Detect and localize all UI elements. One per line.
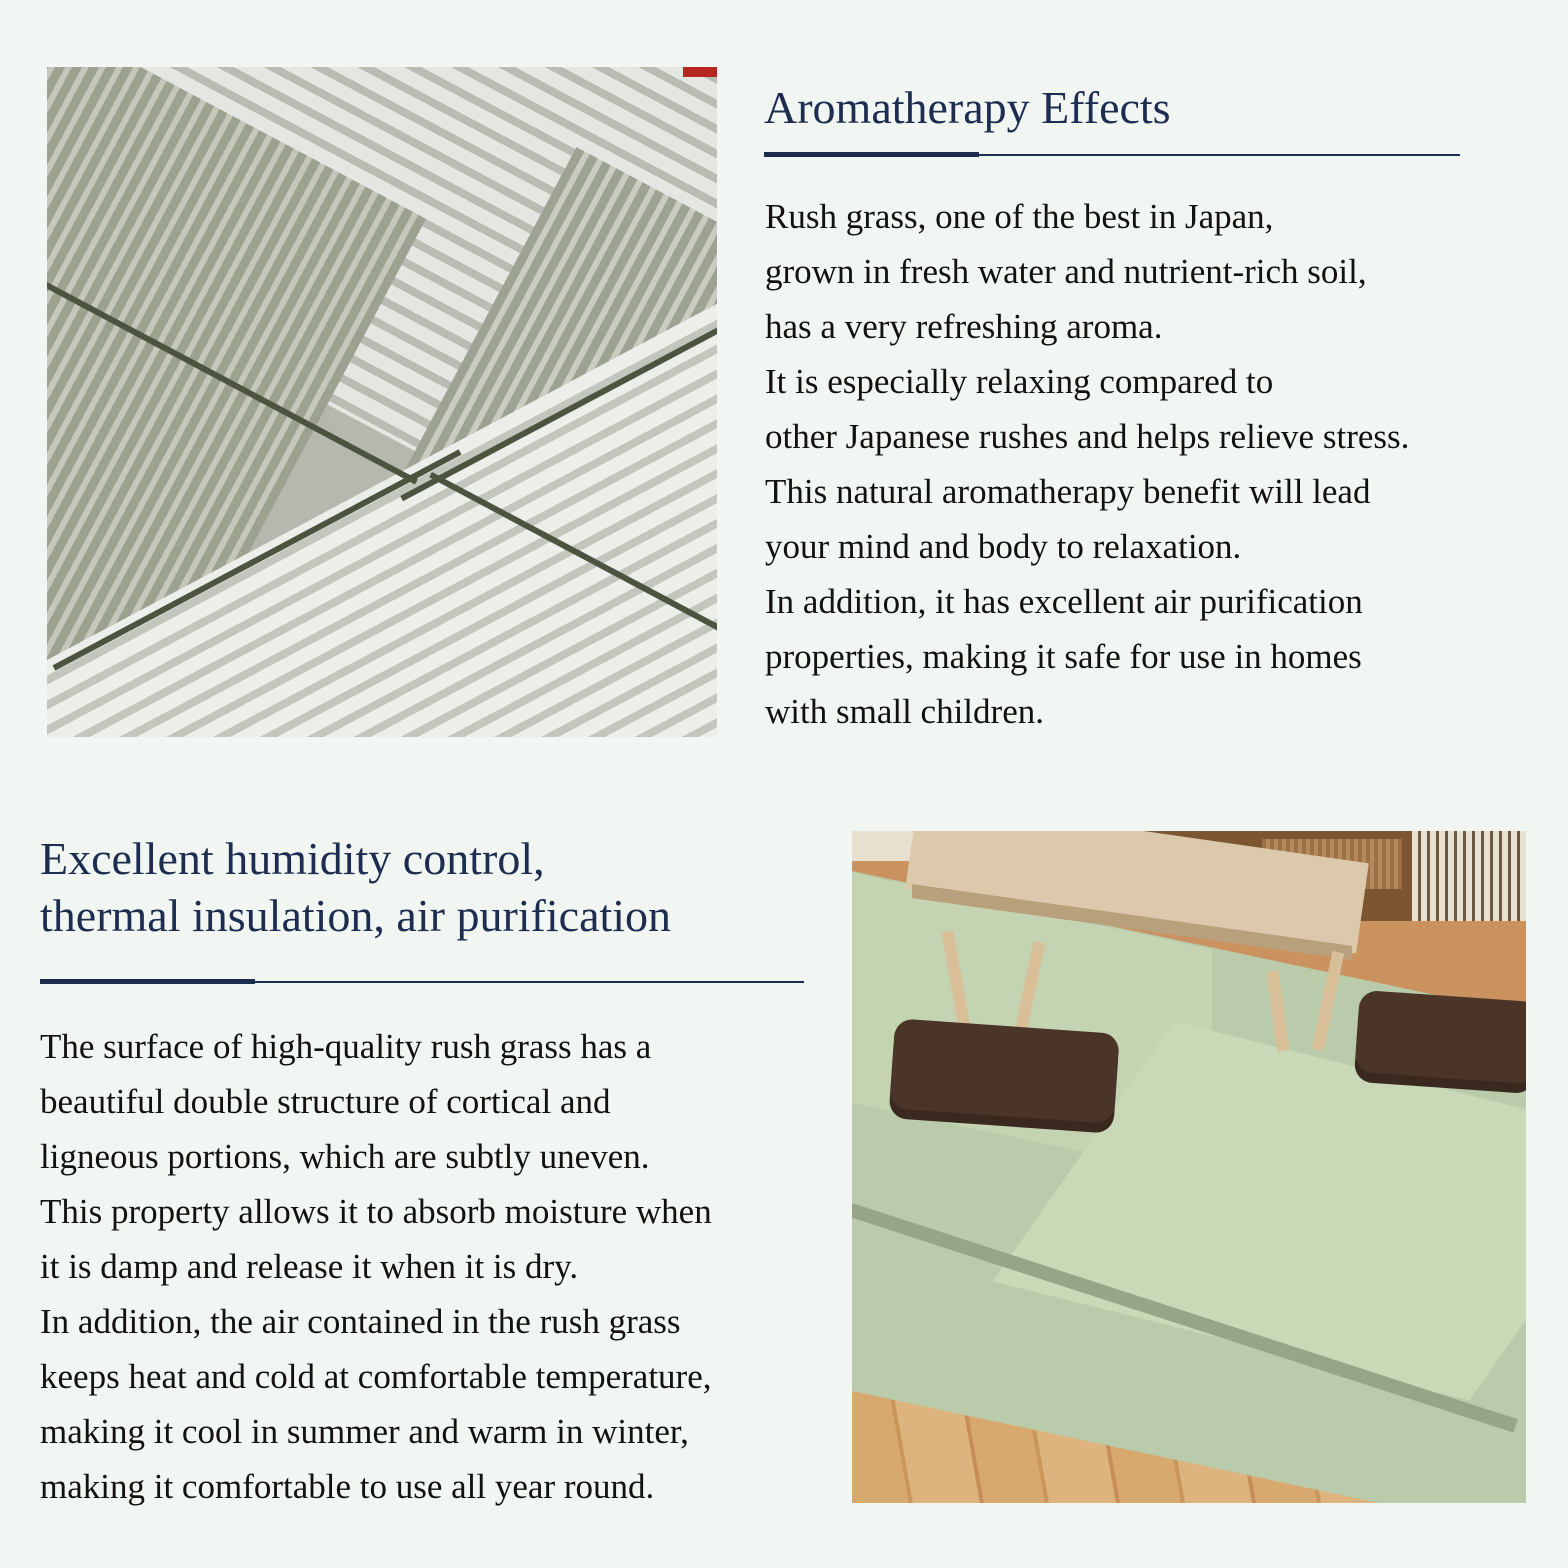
floor-cushion <box>1354 990 1526 1084</box>
section1-line: This natural aromatherapy benefit will lead <box>765 472 1371 511</box>
section2-heading-line: Excellent humidity control, <box>40 833 545 884</box>
section1-line: has a very refreshing aroma. <box>765 307 1163 346</box>
section2-line: making it comfortable to use all year round. <box>40 1467 655 1506</box>
section1-line: Rush grass, one of the best in Japan, <box>765 197 1274 236</box>
section1-divider-accent <box>764 152 979 157</box>
section1-line: properties, making it safe for use in homes <box>765 637 1362 676</box>
section2-line: The surface of high-quality rush grass has a <box>40 1027 652 1066</box>
section2-divider-accent <box>40 979 255 984</box>
tatami-red-edge <box>683 67 717 77</box>
section2-line: ligneous portions, which are subtly uneven. <box>40 1137 650 1176</box>
section2-line: beautiful double structure of cortical and <box>40 1082 611 1121</box>
section2-line: keeps heat and cold at comfortable temperature, <box>40 1357 712 1396</box>
section2-line: This property allows it to absorb moisture when <box>40 1192 712 1231</box>
section2-line: making it cool in summer and warm in winter, <box>40 1412 689 1451</box>
section2-heading <box>40 830 671 944</box>
section1-line: It is especially relaxing compared to <box>765 362 1274 401</box>
section1-line: In addition, it has excellent air purification <box>765 582 1363 621</box>
tatami-closeup-image <box>47 67 717 737</box>
section2-heading-line: thermal insulation, air purification <box>40 890 672 941</box>
section1-line: grown in fresh water and nutrient-rich soil, <box>765 252 1367 291</box>
section1-line: other Japanese rushes and helps relieve stress. <box>765 417 1410 456</box>
section2-line: In addition, the air contained in the rush grass <box>40 1302 681 1341</box>
shelf-books <box>1412 831 1526 921</box>
section1-body <box>765 189 1409 739</box>
section2-body <box>40 1019 712 1514</box>
section1-heading: Aromatherapy Effects <box>764 82 1171 133</box>
floor-cushion <box>889 1018 1120 1123</box>
section2-line: it is damp and release it when it is dry. <box>40 1247 579 1286</box>
section1-line: your mind and body to relaxation. <box>765 527 1242 566</box>
section1-line: with small children. <box>765 692 1044 731</box>
tatami-room-image <box>852 831 1526 1503</box>
